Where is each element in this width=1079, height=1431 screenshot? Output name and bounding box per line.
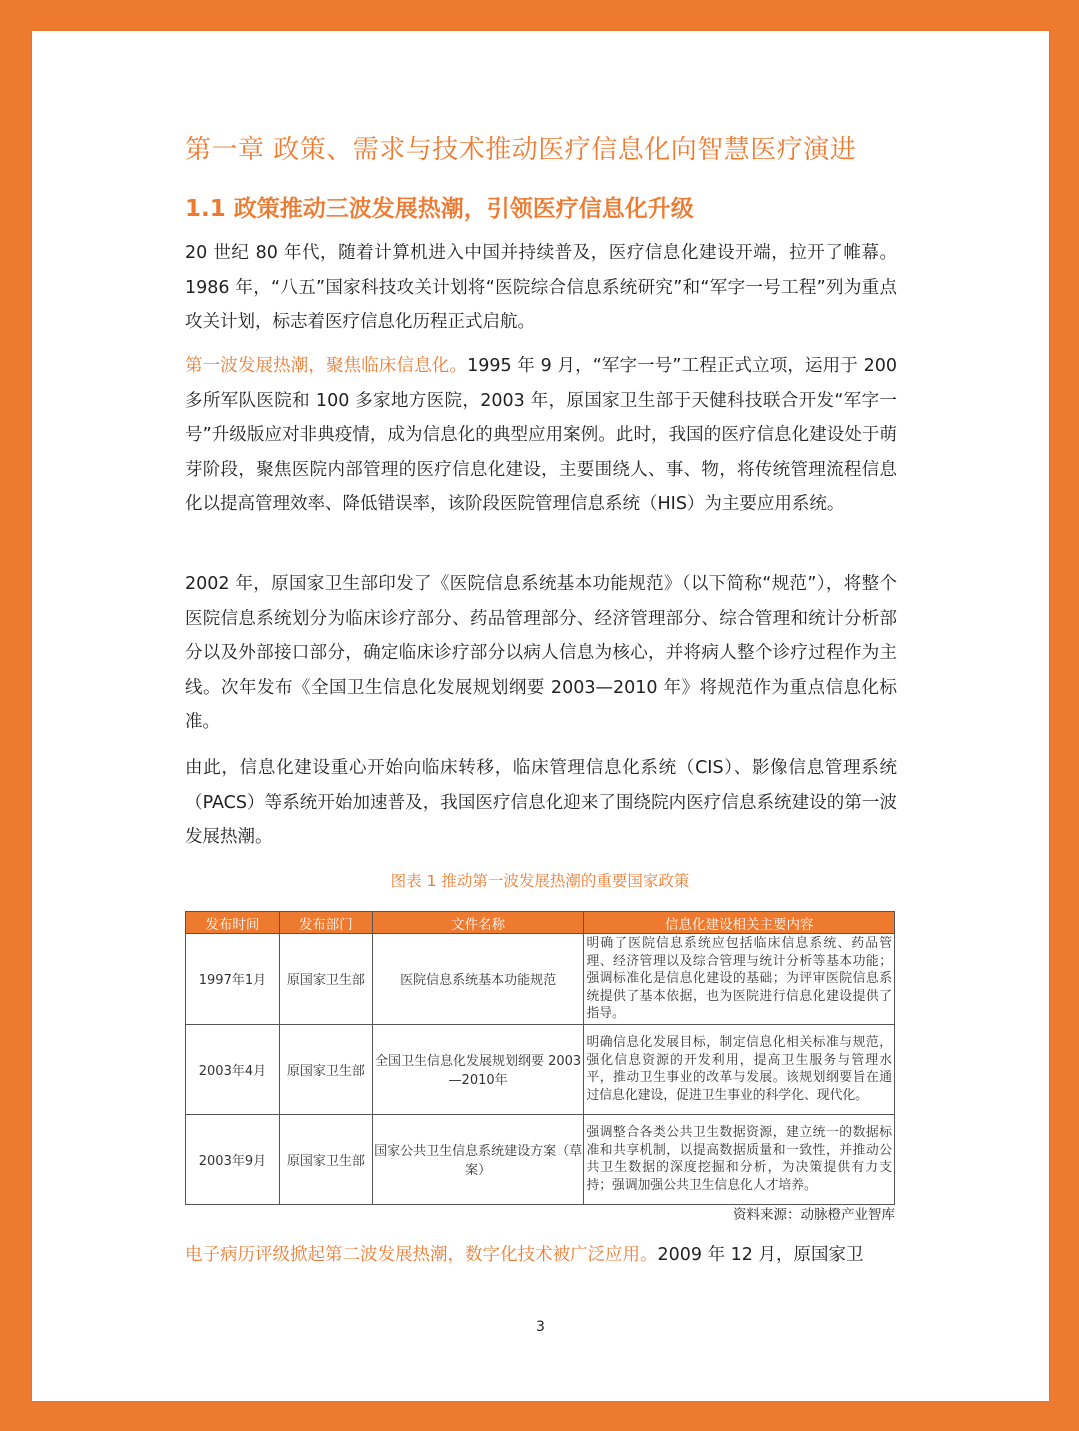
section-title: 1.1 政策推动三波发展热潮，引领医疗信息化升级 xyxy=(185,196,694,222)
header-dept: 发布部门 xyxy=(279,912,372,934)
cell-dept: 原国家卫生部 xyxy=(279,934,372,1025)
paragraph-highlight: 第一波发展热潮，聚焦临床信息化。 xyxy=(185,356,468,376)
table-row xyxy=(186,1114,895,1204)
cell-dept: 原国家卫生部 xyxy=(279,1114,372,1204)
cell-content: 强调整合各类公共卫生数据资源，建立统一的数据标准和共享机制，以提高数据质量和一致性，并推动公共卫生数据的深度挖掘和分析，为决策提供有力支持；强调加强公共卫生信息化人才培养。 xyxy=(584,1114,895,1204)
cell-date: 1997年1月 xyxy=(186,934,280,1025)
cell-date: 2003年4月 xyxy=(186,1024,280,1114)
table-header-row xyxy=(186,912,895,934)
header-date: 发布时间 xyxy=(186,912,280,934)
chapter-title: 第一章 政策、需求与技术推动医疗信息化向智慧医疗演进 xyxy=(185,135,857,165)
cell-content: 明确信息化发展目标，制定信息化相关标准与规范，强化信息资源的开发利用，提高卫生服务与管理水平，推动卫生事业的改革与发展。该规划纲要旨在通过信息化建设，促进卫生事业的科学化、现代化。 xyxy=(584,1024,895,1114)
cell-doc: 国家公共卫生信息系统建设方案（草案） xyxy=(372,1114,584,1204)
paragraph-second-wave xyxy=(185,1238,897,1273)
source-note: 资料来源：动脉橙产业智库 xyxy=(733,1207,895,1223)
paragraph-first-wave xyxy=(185,349,897,522)
paragraph-2002: 2002 年，原国家卫生部印发了《医院信息系统基本功能规范》（以下简称“规范”），将整个医院信息系统划分为临床诊疗部分、药品管理部分、经济管理部分、综合管理和统计分析部分以及外部接口部分，确定临床诊疗部分以病人信息为核心，并将病人整个诊疗过程作为主线。次年发布《全国卫生信息化发展规划纲要 2003—2010 年》将规范作为重点信息化标准。 xyxy=(185,574,897,732)
paragraph-body: 1995 年 9 月，“军字一号”工程正式立项，运用于 200 多所军队医院和 100 多家地方医院，2003 年，原国家卫生部于天健科技联合开发“军字一号”升级版应对非典疫情，成为信息化的典型应用案例。此时，我国的医疗信息化建设处于萌芽阶段，聚焦医院内部管理的医疗信息化建设，主要围绕人、事、物，将传统管理流程信息化以提高管理效率、降低错误率，该阶段医院管理信息系统（HIS）为主要应用系统。 xyxy=(185,356,897,514)
paragraph-intro: 20 世纪 80 年代，随着计算机进入中国并持续普及，医疗信息化建设开端，拉开了帷幕。1986 年，“八五”国家科技攻关计划将“医院综合信息系统研究”和“军字一号工程”列为重点攻关计划，标志着医疗信息化历程正式启航。 xyxy=(185,243,897,332)
table-row xyxy=(186,1024,895,1114)
cell-dept: 原国家卫生部 xyxy=(279,1024,372,1114)
cell-doc: 医院信息系统基本功能规范 xyxy=(372,934,584,1025)
cell-content: 明确了医院信息系统应包括临床信息系统、药品管理、经济管理以及综合管理与统计分析等基本功能；强调标准化是信息化建设的基础；为评审医院信息系统提供了基本依据，也为医院进行信息化建设提供了指导。 xyxy=(584,934,895,1025)
page-number: 3 xyxy=(536,1319,545,1335)
header-content: 信息化建设相关主要内容 xyxy=(584,912,895,934)
cell-date: 2003年9月 xyxy=(186,1114,280,1204)
figure-caption: 图表 1 推动第一波发展热潮的重要国家政策 xyxy=(390,872,690,890)
cell-doc: 全国卫生信息化发展规划纲要 2003—2010年 xyxy=(372,1024,584,1114)
header-doc: 文件名称 xyxy=(372,912,584,934)
document-page xyxy=(32,31,1049,1401)
table-row xyxy=(186,934,895,1025)
paragraph-highlight: 电子病历评级掀起第二波发展热潮，数字化技术被广泛应用。 xyxy=(185,1245,658,1265)
paragraph-body: 2009 年 12 月，原国家卫 xyxy=(657,1245,864,1265)
paragraph-clinical-shift: 由此，信息化建设重心开始向临床转移，临床管理信息化系统（CIS）、影像信息管理系统（PACS）等系统开始加速普及，我国医疗信息化迎来了围绕院内医疗信息系统建设的第一波发展热潮。 xyxy=(185,758,897,847)
policy-table xyxy=(185,911,895,1205)
